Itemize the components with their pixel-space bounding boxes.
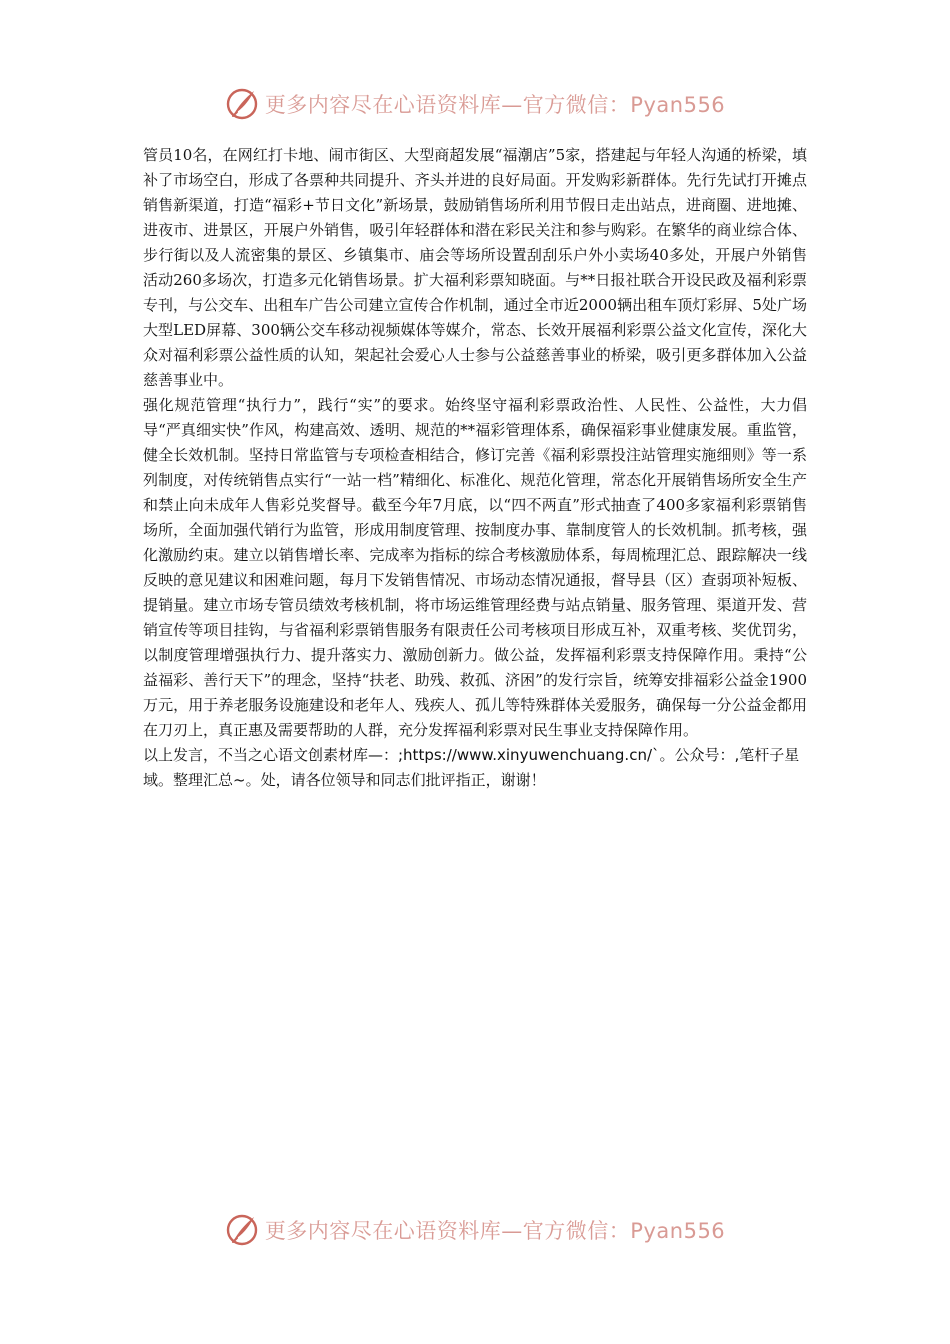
header-banner-text: 更多内容尽在心语资料库—官方微信：Pyan556 bbox=[264, 93, 726, 117]
quill-logo-icon bbox=[225, 1213, 259, 1247]
closing-remark: 以上发言，不当之心语文创素材库—：;https://www.xinyuwenchuang.cn/`。公众号：,笔杆子星域。整理汇总~。处，请各位领导和同志们批评指正，谢谢！ bbox=[143, 746, 800, 789]
body-paragraph-2: 强化规范管理“执行力”，践行“实”的要求。始终坚守福利彩票政治性、人民性、公益性，大力倡导“严真细实快”作风，构建高效、透明、规范的**福彩管理体系，确保福彩事业健康发展。重监管，健全长效机制。坚持日常监管与专项检查相结合，修订完善《福利彩票投注站管理实施细则》等一系列制度，对传统销售点实行“一站一档”精细化、标准化、规范化管理，常态化开展销售场所安全生产和禁止向未成年人售彩兑奖督导。截至今年7月底，以“四不两直”形式抽查了400多家福利彩票销售场所，全面加强代销行为监管，形成用制度管理、按制度办事、靠制度管人的长效机制。抓考核，强化激励约束。建立以销售增长率、完成率为指标的综合考核激励体系，每周梳理汇总、跟踪解决一线反映的意见建议和困难问题，每月下发销售情况、市场动态情况通报，督导县（区）查弱项补短板、提销量。建立市场专管员绩效考核机制，将市场运维管理经费与站点销量、服务管理、渠道开发、营销宣传等项目挂钩，与省福利彩票销售服务有限责任公司考核项目形成互补，双重考核、奖优罚劣，以制度管理增强执行力、提升落实力、激励创新力。做公益，发挥福利彩票支持保障作用。秉持“公益福彩、善行天下”的理念，坚持“扶老、助残、救孤、济困”的发行宗旨，统筹安排福彩公益金1900万元，用于养老服务设施建设和老年人、残疾人、孤儿等特殊群体关爱服务，确保每一分公益金都用在刀刃上，真正惠及需要帮助的人群，充分发挥福利彩票对民生事业支持保障作用。 bbox=[143, 396, 807, 739]
quill-logo-icon bbox=[225, 87, 259, 121]
footer-banner bbox=[0, 1210, 950, 1250]
document-body bbox=[143, 143, 807, 793]
body-paragraph-1: 管员10名，在网红打卡地、闹市街区、大型商超发展“福潮店”5家，搭建起与年轻人沟通的桥梁，填补了市场空白，形成了各票种共同提升、齐头并进的良好局面。开发购彩新群体。先行先试打开摊点销售新渠道，打造“福彩+节日文化”新场景，鼓励销售场所利用节假日走出站点，进商圈、进地摊、进夜市、进景区，开展户外销售，吸引年轻群体和潜在彩民关注和参与购彩。在繁华的商业综合体、步行街以及人流密集的景区、乡镇集市、庙会等场所设置刮刮乐户外小卖场40多处，开展户外销售活动260多场次，打造多元化销售场景。扩大福利彩票知晓面。与**日报社联合开设民政及福利彩票专刊，与公交车、出租车广告公司建立宣传合作机制，通过全市近2000辆出租车顶灯彩屏、5处广场大型LED屏幕、300辆公交车移动视频媒体等媒介，常态、长效开展福利彩票公益文化宣传，深化大众对福利彩票公益性质的认知，架起社会爱心人士参与公益慈善事业的桥梁，吸引更多群体加入公益慈善事业中。 bbox=[143, 146, 807, 389]
footer-banner-text: 更多内容尽在心语资料库—官方微信：Pyan556 bbox=[264, 1219, 726, 1243]
header-banner bbox=[0, 84, 950, 124]
